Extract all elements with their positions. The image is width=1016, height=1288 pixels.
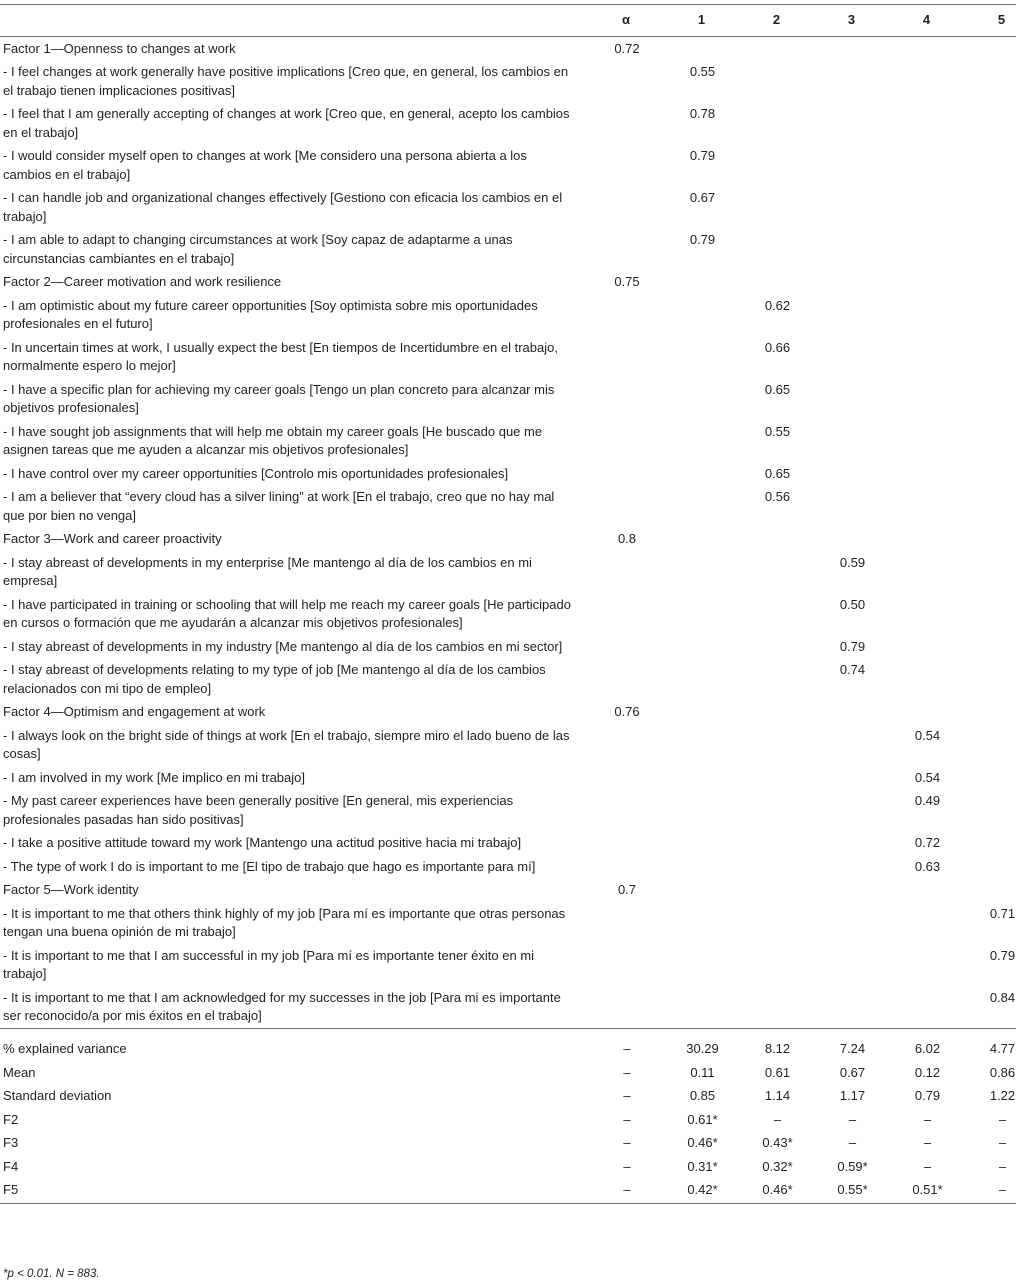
factor-4-cell: 6.02 xyxy=(889,1029,964,1062)
header-factor-1: 1 xyxy=(664,5,739,37)
stat-row xyxy=(0,1132,1016,1156)
factor-2-cell: 8.12 xyxy=(739,1029,814,1062)
factor-5-cell: – xyxy=(964,1179,1016,1204)
factor-3-cell xyxy=(814,462,889,486)
factor-2-cell: 0.65 xyxy=(764,381,791,397)
factor-3-cell xyxy=(814,271,889,295)
factor-4-cell xyxy=(889,336,964,378)
factor-1-cell: 0.78 xyxy=(689,106,716,121)
factor-3-cell xyxy=(814,294,889,336)
alpha-cell xyxy=(588,724,664,766)
alpha-cell: – xyxy=(623,1064,631,1080)
factor-4-cell xyxy=(889,378,964,420)
row-label: - I have participated in training or schooling that will help me reach my career goals [He participado en cursos o formación que me ayudarán a alcanzar mis objetivos profesionales] xyxy=(3,596,571,630)
factor-3-cell xyxy=(814,701,889,725)
factor-3-cell: 0.67 xyxy=(839,1064,866,1080)
row-label: - I stay abreast of developments relating to my type of job [Me mantengo al día de los cambios relacionados con mi tipo de empleo] xyxy=(3,662,546,696)
factor-5-cell xyxy=(964,593,1016,635)
table-row xyxy=(0,635,1016,659)
factor-1-cell: 0.55 xyxy=(689,64,716,79)
table-row xyxy=(0,145,1016,187)
factor-1-cell xyxy=(664,879,739,903)
factor-1-cell: 0.61* xyxy=(687,1111,718,1127)
header-item xyxy=(0,5,588,37)
table-row xyxy=(0,986,1016,1029)
factor-3-cell xyxy=(814,944,889,986)
factor-4-cell xyxy=(889,593,964,635)
factor-4-cell xyxy=(889,462,964,486)
header-factor-3: 3 xyxy=(814,5,889,37)
factor-2-cell xyxy=(739,103,814,145)
factor-row xyxy=(0,271,1016,295)
factor-2-cell: 0.61 xyxy=(764,1064,791,1080)
factor-1-cell xyxy=(664,528,739,552)
table-row xyxy=(0,790,1016,832)
table-row xyxy=(0,103,1016,145)
alpha-cell: 0.75 xyxy=(614,274,640,289)
row-label: - I am able to adapt to changing circumstances at work [Soy capaz de adaptarme a unas circunstancias cambiantes en el trabajo] xyxy=(3,232,513,266)
factor-4-cell: 0.12 xyxy=(914,1064,941,1080)
table-row xyxy=(0,551,1016,593)
factor-5-cell xyxy=(964,378,1016,420)
table-row xyxy=(0,832,1016,856)
factor-3-cell: 0.50 xyxy=(839,596,866,612)
factor-2-cell xyxy=(739,790,814,832)
factor-3-cell xyxy=(814,378,889,420)
row-label: - I stay abreast of developments in my industry [Me mantengo al día de los cambios en mi sector] xyxy=(3,638,563,654)
factor-1-cell: 0.79 xyxy=(689,232,716,247)
alpha-cell: – xyxy=(623,1158,631,1174)
header-factor-5: 5 xyxy=(964,5,1016,37)
factor-loadings-table xyxy=(0,4,1016,1204)
factor-4-cell xyxy=(889,37,964,61)
factor-3-cell xyxy=(814,61,889,103)
alpha-cell xyxy=(588,486,664,528)
row-label: - I have a specific plan for achieving my career goals [Tengo un plan concreto para alcanzar mis objetivos profesionales] xyxy=(3,381,555,415)
factor-3-cell xyxy=(814,902,889,944)
factor-3-cell: 0.59 xyxy=(839,554,866,570)
factor-1-cell xyxy=(664,635,739,659)
factor-4-cell xyxy=(889,61,964,103)
row-label: - The type of work I do is important to me [El tipo de trabajo que hago es importante para mí] xyxy=(3,858,536,874)
factor-2-cell xyxy=(739,902,814,944)
row-label: - I take a positive attitude toward my work [Mantengo una actitud positive hacia mi trabajo] xyxy=(3,835,522,850)
factor-2-cell xyxy=(739,879,814,903)
table-row xyxy=(0,336,1016,378)
table-row xyxy=(0,486,1016,528)
factor-3-cell: 0.79 xyxy=(839,638,866,654)
factor-3-cell: 0.55* xyxy=(814,1179,889,1204)
row-label: Factor 5—Work identity xyxy=(3,882,139,897)
factor-2-cell xyxy=(739,986,814,1029)
row-label: F4 xyxy=(3,1158,19,1174)
factor-1-cell: 30.29 xyxy=(664,1029,739,1062)
factor-4-cell: – xyxy=(923,1135,932,1150)
row-label: - I would consider myself open to changes at work [Me considero una persona abierta a los cambios en el trabajo] xyxy=(3,148,527,182)
alpha-cell xyxy=(588,551,664,593)
row-label: - My past career experiences have been generally positive [En general, mis experiencias profesionales pasadas han sido positivas] xyxy=(3,793,514,827)
factor-1-cell xyxy=(664,551,739,593)
factor-4-cell xyxy=(889,551,964,593)
factor-1-cell: 0.46* xyxy=(687,1135,718,1150)
factor-2-cell: 0.32* xyxy=(762,1158,793,1174)
factor-5-cell xyxy=(964,187,1016,229)
factor-5-cell xyxy=(964,879,1016,903)
factor-1-cell xyxy=(664,855,739,879)
factor-1-cell: 0.42* xyxy=(664,1179,739,1204)
factor-5-cell xyxy=(964,61,1016,103)
row-label: - It is important to me that others think highly of my job [Para mí es importante que otras personas tengan una buena opinión de mi trabajo] xyxy=(3,905,566,939)
factor-1-cell xyxy=(664,659,739,701)
factor-5-cell xyxy=(964,462,1016,486)
row-label: - It is important to me that I am acknowledged for my successes in the job [Para mi es importante ser reconocido/a por mis éxitos en el trabajo] xyxy=(3,989,561,1023)
factor-1-cell: 0.79 xyxy=(689,148,716,163)
row-label: Factor 2—Career motivation and work resilience xyxy=(3,274,282,289)
factor-row xyxy=(0,701,1016,725)
alpha-cell xyxy=(588,790,664,832)
factor-5-cell xyxy=(964,701,1016,725)
table-row xyxy=(0,229,1016,271)
factor-2-cell xyxy=(739,37,814,61)
factor-5-cell xyxy=(964,659,1016,701)
table-row xyxy=(0,61,1016,103)
factor-5-cell xyxy=(964,145,1016,187)
stat-row xyxy=(0,1085,1016,1109)
factor-3-cell xyxy=(814,528,889,552)
factor-5-cell: 4.77 xyxy=(964,1029,1016,1062)
factor-4-cell: 0.51* xyxy=(889,1179,964,1204)
factor-4-cell xyxy=(889,103,964,145)
factor-3-cell xyxy=(814,855,889,879)
factor-5-cell xyxy=(964,37,1016,61)
factor-2-cell xyxy=(739,145,814,187)
header-factor-4: 4 xyxy=(889,5,964,37)
factor-3-cell: 0.59* xyxy=(837,1158,868,1174)
table-footnote: *p < 0.01. N = 883. xyxy=(3,1268,100,1280)
alpha-cell xyxy=(588,766,664,790)
table-row xyxy=(0,187,1016,229)
alpha-cell xyxy=(588,61,664,103)
table-row xyxy=(0,420,1016,462)
factor-3-cell xyxy=(814,187,889,229)
row-label: F2 xyxy=(3,1111,19,1127)
factor-4-cell xyxy=(889,902,964,944)
factor-4-cell: 0.54 xyxy=(914,727,941,743)
factor-4-cell xyxy=(889,528,964,552)
factor-2-cell xyxy=(739,271,814,295)
alpha-cell: 0.8 xyxy=(617,531,637,546)
factor-5-cell: 0.84 xyxy=(989,989,1016,1005)
factor-4-cell xyxy=(889,986,964,1029)
alpha-cell xyxy=(588,145,664,187)
factor-2-cell: 0.62 xyxy=(764,297,791,313)
factor-3-cell xyxy=(814,486,889,528)
factor-4-cell xyxy=(889,659,964,701)
factor-1-cell xyxy=(664,766,739,790)
table-row xyxy=(0,724,1016,766)
row-label: Factor 1—Openness to changes at work xyxy=(3,40,236,56)
table-row xyxy=(0,944,1016,986)
factor-4-cell xyxy=(889,271,964,295)
factor-2-cell xyxy=(739,551,814,593)
factor-4-cell xyxy=(889,701,964,725)
alpha-cell xyxy=(588,336,664,378)
factor-1-cell xyxy=(664,294,739,336)
factor-1-cell: 0.11 xyxy=(690,1064,715,1080)
row-label: - I am optimistic about my future career opportunities [Soy optimista sobre mis oportunidades profesionales en el futuro] xyxy=(3,297,538,331)
alpha-cell: – xyxy=(588,1029,664,1062)
factor-2-cell xyxy=(739,593,814,635)
row-label: - I can handle job and organizational changes effectively [Gestiono con eficacia los cambios en el trabajo] xyxy=(3,190,563,224)
factor-5-cell: 0.71 xyxy=(989,905,1016,921)
factor-2-cell xyxy=(739,701,814,725)
alpha-cell xyxy=(588,832,664,856)
factor-4-cell xyxy=(889,944,964,986)
factor-4-cell xyxy=(889,486,964,528)
factor-5-cell xyxy=(964,528,1016,552)
factor-1-cell xyxy=(664,902,739,944)
factor-row xyxy=(0,528,1016,552)
alpha-cell: – xyxy=(623,1088,631,1103)
alpha-cell xyxy=(588,294,664,336)
factor-5-cell xyxy=(964,336,1016,378)
header-factor-2: 2 xyxy=(739,5,814,37)
factor-2-cell xyxy=(739,528,814,552)
factor-4-cell: – xyxy=(923,1111,932,1127)
factor-1-cell: 0.31* xyxy=(687,1158,718,1174)
factor-5-cell xyxy=(964,832,1016,856)
row-label: - It is important to me that I am successful in my job [Para mí es importante tener éxito en mi trabajo] xyxy=(3,947,535,981)
factor-3-cell: 7.24 xyxy=(814,1029,889,1062)
table-body xyxy=(0,37,1016,1204)
factor-5-cell xyxy=(964,790,1016,832)
factor-1-cell xyxy=(664,486,739,528)
factor-3-cell: 1.17 xyxy=(839,1088,866,1103)
factor-4-cell xyxy=(889,879,964,903)
factor-3-cell xyxy=(814,832,889,856)
factor-1-cell xyxy=(664,724,739,766)
row-label: Factor 3—Work and career proactivity xyxy=(3,531,222,546)
factor-5-cell: 1.22 xyxy=(989,1088,1016,1103)
factor-5-cell xyxy=(964,635,1016,659)
row-label: Mean xyxy=(3,1064,36,1080)
header-row xyxy=(0,5,1016,37)
factor-5-cell xyxy=(964,551,1016,593)
alpha-cell xyxy=(588,944,664,986)
factor-2-cell xyxy=(739,187,814,229)
alpha-cell xyxy=(588,420,664,462)
factor-4-cell xyxy=(889,420,964,462)
alpha-cell xyxy=(588,229,664,271)
factor-1-cell xyxy=(664,378,739,420)
factor-3-cell xyxy=(814,420,889,462)
factor-4-cell: 0.63 xyxy=(914,858,941,874)
factor-5-cell: – xyxy=(998,1111,1007,1127)
factor-1-cell xyxy=(664,701,739,725)
row-label: % explained variance xyxy=(0,1029,588,1062)
row-label: - I have sought job assignments that will help me obtain my career goals [He buscado que me asignen tareas que me ayuden a alcanzar mis objetivos profesionales] xyxy=(3,423,543,457)
row-label: - I am involved in my work [Me implico en mi trabajo] xyxy=(3,769,305,785)
factor-4-cell xyxy=(889,229,964,271)
factor-5-cell xyxy=(964,486,1016,528)
row-label: - I always look on the bright side of things at work [En el trabajo, siempre miro el lado bueno de las cosas] xyxy=(3,727,570,761)
factor-5-cell: – xyxy=(998,1158,1007,1174)
factor-2-cell: 0.65 xyxy=(764,465,791,481)
row-label: F3 xyxy=(3,1135,19,1150)
factor-1-cell: 0.85 xyxy=(689,1088,716,1103)
factor-5-cell xyxy=(964,766,1016,790)
factor-row xyxy=(0,879,1016,903)
alpha-cell xyxy=(588,378,664,420)
factor-5-cell xyxy=(964,855,1016,879)
factor-3-cell xyxy=(814,724,889,766)
alpha-cell: 0.76 xyxy=(614,704,640,719)
stat-row xyxy=(0,1108,1016,1132)
row-label: F5 xyxy=(0,1179,588,1204)
table-header xyxy=(0,5,1016,37)
factor-3-cell xyxy=(814,986,889,1029)
factor-2-cell: 0.56 xyxy=(764,489,791,504)
alpha-cell xyxy=(588,855,664,879)
stat-row xyxy=(0,1061,1016,1085)
factor-4-cell: – xyxy=(923,1158,932,1174)
row-label: - I am a believer that “every cloud has a silver lining” at work [En el trabajo, creo que no hay mal que por bien no venga] xyxy=(3,489,555,523)
factor-2-cell xyxy=(739,724,814,766)
factor-5-cell: 0.79 xyxy=(989,947,1016,963)
alpha-cell xyxy=(588,462,664,486)
factor-3-cell xyxy=(814,790,889,832)
factor-5-cell: – xyxy=(998,1135,1007,1150)
factor-3-cell xyxy=(814,37,889,61)
factor-2-cell xyxy=(739,766,814,790)
factor-3-cell: 0.74 xyxy=(839,662,866,677)
factor-1-cell xyxy=(664,944,739,986)
factor-2-cell: 0.46* xyxy=(739,1179,814,1204)
factor-5-cell xyxy=(964,229,1016,271)
factor-1-cell xyxy=(664,986,739,1029)
factor-1-cell: 0.67 xyxy=(689,190,716,205)
factor-2-cell xyxy=(739,944,814,986)
factor-3-cell xyxy=(814,229,889,271)
alpha-cell xyxy=(588,902,664,944)
header-alpha: α xyxy=(588,5,664,37)
factor-2-cell xyxy=(739,855,814,879)
row-label: - I feel that I am generally accepting of changes at work [Creo que, en general, acepto los cambios en el trabajo] xyxy=(3,106,570,140)
alpha-cell xyxy=(588,659,664,701)
factor-row xyxy=(0,37,1016,61)
factor-1-cell xyxy=(664,271,739,295)
row-label: - I feel changes at work generally have positive implications [Creo que, en general, los cambios en el trabajo tienen implicaciones positivas] xyxy=(3,64,569,98)
alpha-cell xyxy=(588,635,664,659)
factor-2-cell: 1.14 xyxy=(764,1088,791,1103)
table-row xyxy=(0,902,1016,944)
factor-4-cell: 0.79 xyxy=(914,1088,941,1103)
alpha-cell: – xyxy=(588,1179,664,1204)
row-label: - I have control over my career opportunities [Controlo mis oportunidades profesionales] xyxy=(3,465,509,481)
factor-1-cell xyxy=(664,593,739,635)
factor-4-cell: 0.49 xyxy=(914,793,941,808)
factor-3-cell: – xyxy=(848,1135,857,1150)
factor-5-cell xyxy=(964,103,1016,145)
alpha-cell xyxy=(588,187,664,229)
factor-5-cell xyxy=(964,271,1016,295)
factor-5-cell xyxy=(964,420,1016,462)
factor-1-cell xyxy=(664,336,739,378)
alpha-cell: – xyxy=(623,1135,631,1150)
alpha-cell xyxy=(588,593,664,635)
factor-2-cell: 0.43* xyxy=(762,1135,793,1150)
factor-2-cell xyxy=(739,659,814,701)
factor-4-cell: 0.54 xyxy=(914,769,941,785)
table-row xyxy=(0,294,1016,336)
stat-row xyxy=(0,1155,1016,1179)
alpha-cell: 0.72 xyxy=(614,40,640,56)
factor-4-cell xyxy=(889,635,964,659)
factor-1-cell xyxy=(664,790,739,832)
factor-2-cell xyxy=(739,832,814,856)
alpha-cell: 0.7 xyxy=(617,882,637,897)
factor-5-cell xyxy=(964,724,1016,766)
factor-5-cell: 0.86 xyxy=(989,1064,1016,1080)
row-label: Standard deviation xyxy=(3,1088,112,1103)
alpha-cell xyxy=(588,986,664,1029)
factor-3-cell xyxy=(814,879,889,903)
factor-1-cell xyxy=(664,420,739,462)
table-row xyxy=(0,855,1016,879)
factor-2-cell: 0.66 xyxy=(764,339,791,355)
row-label: - In uncertain times at work, I usually expect the best [En tiempos de Incertidumbre en el trabajo, normalmente espero lo mejor] xyxy=(3,339,558,373)
factor-3-cell xyxy=(814,766,889,790)
factor-2-cell xyxy=(739,229,814,271)
factor-3-cell xyxy=(814,103,889,145)
table-row xyxy=(0,659,1016,701)
factor-2-cell: – xyxy=(773,1111,782,1127)
factor-2-cell xyxy=(739,635,814,659)
factor-3-cell xyxy=(814,145,889,187)
factor-3-cell xyxy=(814,336,889,378)
table-row xyxy=(0,462,1016,486)
factor-4-cell xyxy=(889,145,964,187)
table-row xyxy=(0,378,1016,420)
factor-2-cell: 0.55 xyxy=(764,423,791,439)
factor-2-cell xyxy=(739,61,814,103)
factor-4-cell: 0.72 xyxy=(914,835,941,850)
factor-1-cell xyxy=(664,462,739,486)
alpha-cell xyxy=(588,103,664,145)
table-row xyxy=(0,593,1016,635)
alpha-cell: – xyxy=(623,1111,631,1127)
factor-1-cell xyxy=(664,37,739,61)
factor-4-cell xyxy=(889,187,964,229)
row-label: Factor 4—Optimism and engagement at work xyxy=(3,704,266,719)
factor-3-cell: – xyxy=(848,1111,857,1127)
row-label: - I stay abreast of developments in my enterprise [Me mantengo al día de los cambios en mi empresa] xyxy=(3,554,532,588)
stat-row xyxy=(0,1179,1016,1204)
stat-row xyxy=(0,1029,1016,1062)
factor-4-cell xyxy=(889,294,964,336)
factor-5-cell xyxy=(964,294,1016,336)
table-row xyxy=(0,766,1016,790)
factor-1-cell xyxy=(664,832,739,856)
